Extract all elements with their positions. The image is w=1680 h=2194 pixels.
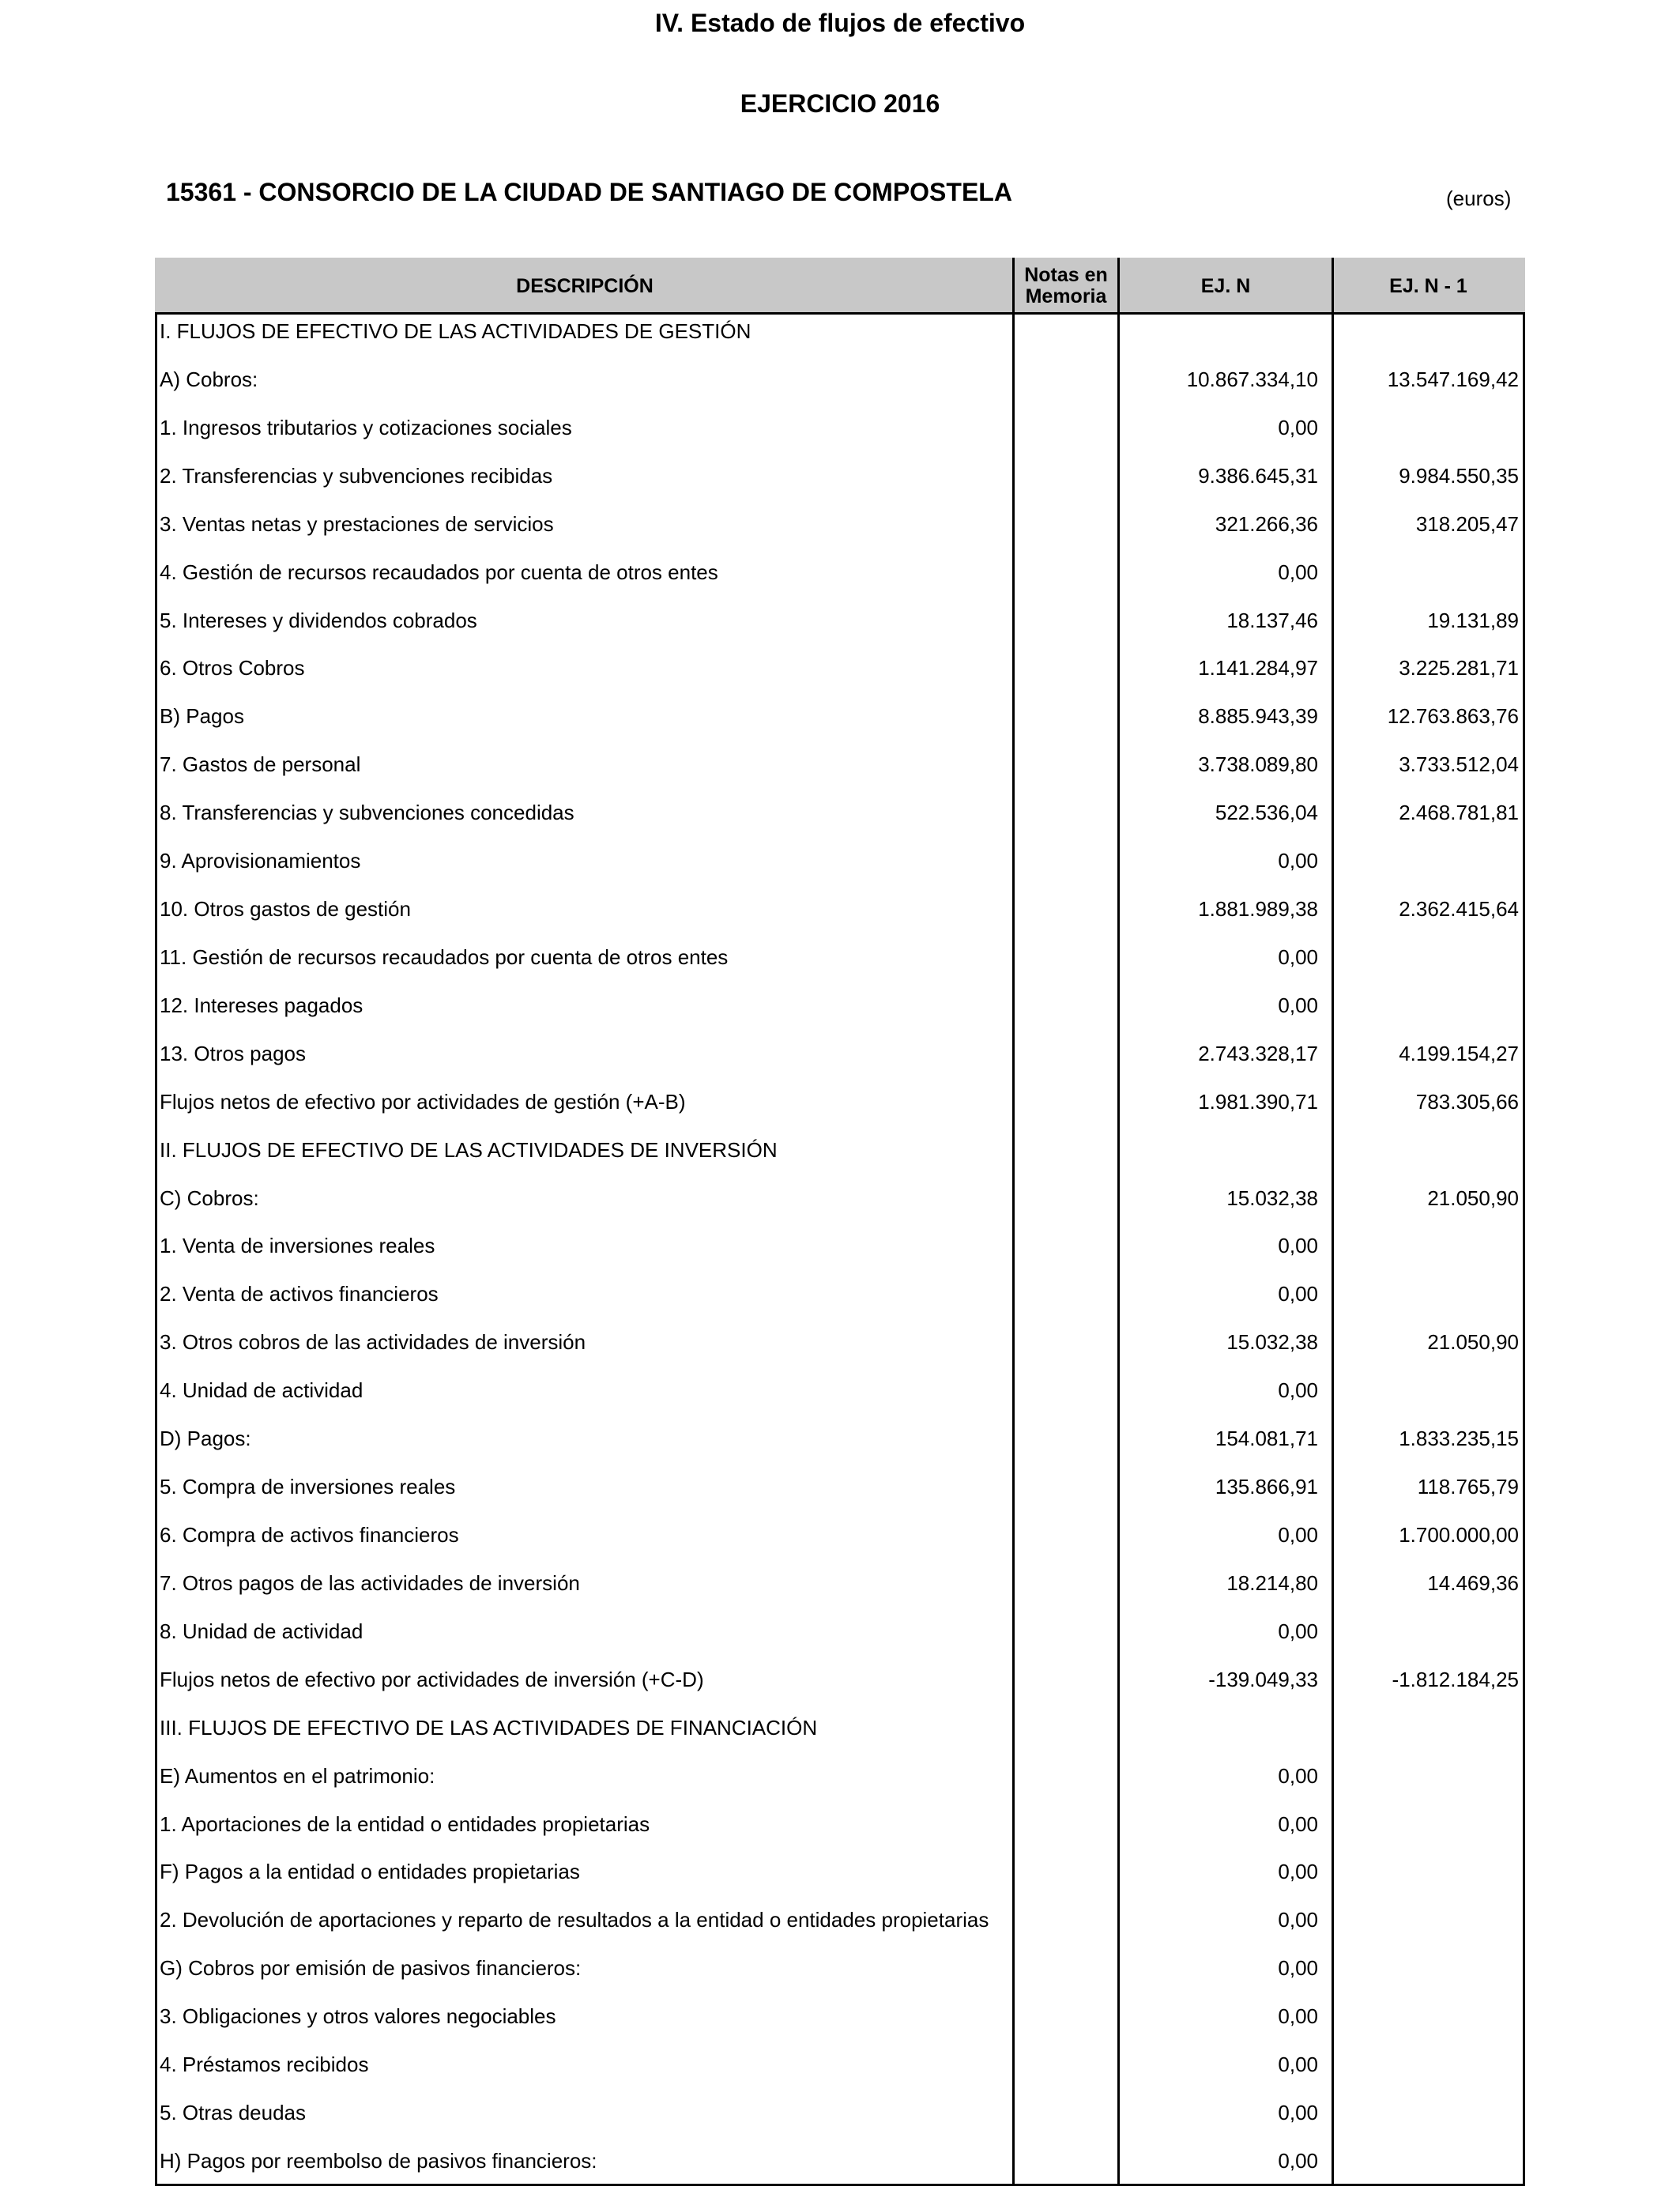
row-notes xyxy=(1012,356,1112,404)
row-notes xyxy=(1012,2137,1112,2185)
row-value-current: 2.743.328,17 xyxy=(1198,1041,1318,1065)
entity-name: 15361 - CONSORCIO DE LA CIUDAD DE SANTIAGO DE COMPOSTELA xyxy=(166,178,1012,206)
row-value-current: 8.885.943,39 xyxy=(1198,704,1318,729)
row-value-previous xyxy=(1328,1752,1522,1800)
table-row xyxy=(155,1896,1525,1944)
row-value-previous xyxy=(1328,2137,1522,2185)
row-notes xyxy=(1012,933,1112,982)
row-notes xyxy=(1012,982,1112,1030)
exercise-year: EJERCICIO 2016 xyxy=(740,89,940,118)
row-value-previous: 12.763.863,76 xyxy=(1387,704,1519,729)
table-row xyxy=(155,644,1525,692)
row-description: 10. Otros gastos de gestión xyxy=(160,897,411,922)
row-notes xyxy=(1012,597,1112,645)
row-notes xyxy=(1012,1896,1112,1944)
row-notes xyxy=(1012,644,1112,692)
row-value-previous: 3.733.512,04 xyxy=(1399,752,1519,777)
row-description: Flujos netos de efectivo por actividades de gestión (+A-B) xyxy=(160,1089,686,1114)
table-row xyxy=(155,1030,1525,1078)
table-row xyxy=(155,1222,1525,1270)
row-notes xyxy=(1012,548,1112,597)
row-notes xyxy=(1012,1222,1112,1270)
row-value-previous: 783.305,66 xyxy=(1415,1089,1519,1114)
row-description: D) Pagos: xyxy=(160,1427,251,1451)
table-row xyxy=(155,404,1525,452)
table-row xyxy=(155,692,1525,741)
column-header-current-year: EJ. N xyxy=(1200,274,1251,297)
row-value-previous xyxy=(1328,2089,1522,2137)
row-value-previous xyxy=(1328,1848,1522,1896)
row-notes xyxy=(1012,1415,1112,1463)
row-notes xyxy=(1012,1367,1112,1415)
row-value-current: 0,00 xyxy=(1278,1234,1318,1258)
row-notes xyxy=(1012,741,1112,789)
column-header-description: DESCRIPCIÓN xyxy=(516,274,654,297)
row-value-current: 0,00 xyxy=(1278,1763,1318,1788)
row-value-current: 0,00 xyxy=(1278,560,1318,584)
row-value-previous xyxy=(1328,1126,1522,1174)
row-notes xyxy=(1012,885,1112,933)
row-notes xyxy=(1012,452,1112,500)
table-row xyxy=(155,1415,1525,1463)
table-row xyxy=(155,356,1525,404)
row-value-previous: 118.765,79 xyxy=(1417,1475,1519,1499)
row-description: 8. Unidad de actividad xyxy=(160,1619,363,1643)
row-value-previous xyxy=(1328,1704,1522,1752)
row-description: Flujos netos de efectivo por actividades de inversión (+C-D) xyxy=(160,1667,704,1691)
page-title: IV. Estado de flujos de efectivo xyxy=(654,9,1026,37)
row-notes xyxy=(1012,1704,1112,1752)
row-description: II. FLUJOS DE EFECTIVO DE LAS ACTIVIDADES DE INVERSIÓN xyxy=(160,1137,778,1162)
row-value-current xyxy=(1114,1704,1323,1752)
row-notes xyxy=(1012,837,1112,885)
row-description: F) Pagos a la entidad o entidades propietarias xyxy=(160,1860,580,1884)
row-value-previous: 3.225.281,71 xyxy=(1399,656,1519,680)
row-description: 6. Compra de activos financieros xyxy=(160,1523,459,1547)
row-value-current: 0,00 xyxy=(1278,415,1318,439)
table-row xyxy=(155,1367,1525,1415)
row-value-previous xyxy=(1328,548,1522,597)
row-description: III. FLUJOS DE EFECTIVO DE LAS ACTIVIDADES DE FINANCIACIÓN xyxy=(160,1715,818,1740)
row-description: 4. Unidad de actividad xyxy=(160,1378,363,1403)
row-description: 3. Ventas netas y prestaciones de servicios xyxy=(160,511,554,536)
table-row xyxy=(155,1704,1525,1752)
currency-units: (euros) xyxy=(1446,187,1512,210)
table-row xyxy=(155,307,1525,356)
table-row xyxy=(155,2041,1525,2089)
row-description: 5. Otras deudas xyxy=(160,2101,306,2125)
row-description: 4. Gestión de recursos recaudados por cuenta de otros entes xyxy=(160,560,718,584)
row-value-previous: 1.700.000,00 xyxy=(1399,1523,1519,1547)
table-row xyxy=(155,837,1525,885)
table-row xyxy=(155,1126,1525,1174)
row-description: 3. Obligaciones y otros valores negociables xyxy=(160,2004,556,2029)
row-value-current: 0,00 xyxy=(1278,944,1318,969)
row-value-current: 0,00 xyxy=(1278,2004,1318,2029)
table-row xyxy=(155,597,1525,645)
row-description: 1. Aportaciones de la entidad o entidades propietarias xyxy=(160,1811,650,1836)
row-description: 7. Gastos de personal xyxy=(160,752,361,777)
row-value-current: 0,00 xyxy=(1278,1956,1318,1981)
row-value-previous: 2.468.781,81 xyxy=(1399,801,1519,825)
row-value-previous xyxy=(1328,1800,1522,1849)
table-row xyxy=(155,933,1525,982)
row-value-current: 1.141.284,97 xyxy=(1198,656,1318,680)
table-row xyxy=(155,885,1525,933)
row-description: 13. Otros pagos xyxy=(160,1041,306,1065)
row-value-current: 15.032,38 xyxy=(1226,1186,1318,1210)
row-value-current: 522.536,04 xyxy=(1215,801,1318,825)
table-row xyxy=(155,1270,1525,1318)
row-value-current: -139.049,33 xyxy=(1208,1667,1318,1691)
row-value-current xyxy=(1114,1126,1323,1174)
row-value-previous: 2.362.415,64 xyxy=(1399,897,1519,922)
row-value-current xyxy=(1114,307,1323,356)
row-value-previous xyxy=(1328,1222,1522,1270)
row-value-current: 154.081,71 xyxy=(1215,1427,1318,1451)
row-value-previous xyxy=(1328,1992,1522,2041)
row-value-current: 0,00 xyxy=(1278,1908,1318,1932)
row-notes xyxy=(1012,1656,1112,1704)
row-description: A) Cobros: xyxy=(160,367,258,391)
row-notes xyxy=(1012,1992,1112,2041)
notes-header-line1: Notas en xyxy=(1024,264,1108,286)
row-value-current: 9.386.645,31 xyxy=(1198,463,1318,488)
row-value-previous xyxy=(1328,404,1522,452)
table-row xyxy=(155,1848,1525,1896)
table-row xyxy=(155,548,1525,597)
row-description: 2. Venta de activos financieros xyxy=(160,1282,439,1306)
row-notes xyxy=(1012,2041,1112,2089)
row-notes xyxy=(1012,692,1112,741)
row-notes xyxy=(1012,789,1112,837)
table-row xyxy=(155,1656,1525,1704)
row-value-current: 0,00 xyxy=(1278,1860,1318,1884)
row-value-previous: 318.205,47 xyxy=(1415,511,1519,536)
row-description: 1. Venta de inversiones reales xyxy=(160,1234,435,1258)
row-notes xyxy=(1012,1318,1112,1367)
row-value-previous: 4.199.154,27 xyxy=(1399,1041,1519,1065)
row-value-previous: 19.131,89 xyxy=(1427,608,1519,632)
row-value-current: 0,00 xyxy=(1278,2101,1318,2125)
notes-header-line2: Memoria xyxy=(1025,285,1107,307)
row-value-current: 0,00 xyxy=(1278,1619,1318,1643)
row-description: G) Cobros por emisión de pasivos financieros: xyxy=(160,1956,582,1981)
row-value-previous: -1.812.184,25 xyxy=(1392,1667,1519,1691)
row-description: C) Cobros: xyxy=(160,1186,259,1210)
row-value-previous xyxy=(1328,933,1522,982)
row-description: 2. Transferencias y subvenciones recibidas xyxy=(160,463,553,488)
row-value-previous xyxy=(1328,2041,1522,2089)
column-header-previous-year: EJ. N - 1 xyxy=(1389,274,1467,297)
row-value-previous: 1.833.235,15 xyxy=(1399,1427,1519,1451)
row-notes xyxy=(1012,1270,1112,1318)
column-header-notes xyxy=(1015,258,1117,315)
table-row xyxy=(155,2137,1525,2185)
row-description: 7. Otros pagos de las actividades de inversión xyxy=(160,1570,580,1595)
table-row xyxy=(155,1511,1525,1559)
row-notes xyxy=(1012,1463,1112,1511)
row-notes xyxy=(1012,1030,1112,1078)
table-row xyxy=(155,1559,1525,1608)
row-description: B) Pagos xyxy=(160,704,244,729)
row-value-current: 1.881.989,38 xyxy=(1198,897,1318,922)
row-value-current: 0,00 xyxy=(1278,1378,1318,1403)
row-value-previous: 9.984.550,35 xyxy=(1399,463,1519,488)
table-row xyxy=(155,1318,1525,1367)
row-description: 4. Préstamos recibidos xyxy=(160,2053,369,2077)
row-value-previous xyxy=(1328,1367,1522,1415)
row-value-current: 0,00 xyxy=(1278,1811,1318,1836)
row-value-previous: 13.547.169,42 xyxy=(1387,367,1519,391)
table-row xyxy=(155,741,1525,789)
row-value-previous xyxy=(1328,1270,1522,1318)
row-notes xyxy=(1012,1078,1112,1126)
table-row xyxy=(155,1608,1525,1656)
row-notes xyxy=(1012,500,1112,548)
table-row xyxy=(155,1174,1525,1223)
table-row xyxy=(155,452,1525,500)
row-notes xyxy=(1012,2089,1112,2137)
row-notes xyxy=(1012,1559,1112,1608)
row-value-current: 0,00 xyxy=(1278,2148,1318,2173)
row-value-previous xyxy=(1328,1896,1522,1944)
table-row xyxy=(155,1800,1525,1849)
row-value-current: 0,00 xyxy=(1278,849,1318,873)
table-row xyxy=(155,500,1525,548)
row-description: 11. Gestión de recursos recaudados por cuenta de otros entes xyxy=(160,944,729,969)
row-value-previous xyxy=(1328,837,1522,885)
row-notes xyxy=(1012,1511,1112,1559)
table-row xyxy=(155,1992,1525,2041)
row-value-previous: 21.050,90 xyxy=(1427,1186,1519,1210)
row-value-current: 10.867.334,10 xyxy=(1186,367,1318,391)
row-description: 8. Transferencias y subvenciones concedidas xyxy=(160,801,574,825)
table-row xyxy=(155,789,1525,837)
row-value-current: 3.738.089,80 xyxy=(1198,752,1318,777)
row-notes xyxy=(1012,307,1112,356)
table-row xyxy=(155,1463,1525,1511)
row-notes xyxy=(1012,1848,1112,1896)
row-value-current: 0,00 xyxy=(1278,2053,1318,2077)
row-description: 6. Otros Cobros xyxy=(160,656,305,680)
row-description: E) Aumentos en el patrimonio: xyxy=(160,1763,435,1788)
table-row xyxy=(155,1752,1525,1800)
row-description: 5. Intereses y dividendos cobrados xyxy=(160,608,477,632)
row-value-current: 321.266,36 xyxy=(1215,511,1318,536)
row-value-previous: 21.050,90 xyxy=(1427,1330,1519,1355)
row-notes xyxy=(1012,1608,1112,1656)
row-notes xyxy=(1012,1126,1112,1174)
row-value-previous xyxy=(1328,1608,1522,1656)
table-row xyxy=(155,982,1525,1030)
row-notes xyxy=(1012,1174,1112,1223)
row-notes xyxy=(1012,404,1112,452)
row-value-current: 18.137,46 xyxy=(1226,608,1318,632)
row-value-current: 18.214,80 xyxy=(1226,1570,1318,1595)
row-value-previous xyxy=(1328,307,1522,356)
row-notes xyxy=(1012,1800,1112,1849)
row-value-current: 1.981.390,71 xyxy=(1198,1089,1318,1114)
row-value-current: 15.032,38 xyxy=(1226,1330,1318,1355)
row-value-current: 0,00 xyxy=(1278,1282,1318,1306)
row-description: 5. Compra de inversiones reales xyxy=(160,1475,456,1499)
table-row xyxy=(155,1944,1525,1992)
row-notes xyxy=(1012,1944,1112,1992)
row-description: I. FLUJOS DE EFECTIVO DE LAS ACTIVIDADES DE GESTIÓN xyxy=(160,319,751,343)
row-description: 9. Aprovisionamientos xyxy=(160,849,361,873)
row-value-previous xyxy=(1328,982,1522,1030)
row-value-previous xyxy=(1328,1944,1522,1992)
row-description: 3. Otros cobros de las actividades de inversión xyxy=(160,1330,586,1355)
row-description: H) Pagos por reembolso de pasivos financieros: xyxy=(160,2148,597,2173)
row-notes xyxy=(1012,1752,1112,1800)
row-description: 2. Devolución de aportaciones y reparto de resultados a la entidad o entidades propietarias xyxy=(160,1908,989,1932)
table-row xyxy=(155,1078,1525,1126)
table-row xyxy=(155,2089,1525,2137)
row-value-current: 135.866,91 xyxy=(1215,1475,1318,1499)
row-description: 12. Intereses pagados xyxy=(160,993,363,1017)
row-value-previous: 14.469,36 xyxy=(1427,1570,1519,1595)
row-value-current: 0,00 xyxy=(1278,993,1318,1017)
row-value-current: 0,00 xyxy=(1278,1523,1318,1547)
row-description: 1. Ingresos tributarios y cotizaciones sociales xyxy=(160,415,572,439)
